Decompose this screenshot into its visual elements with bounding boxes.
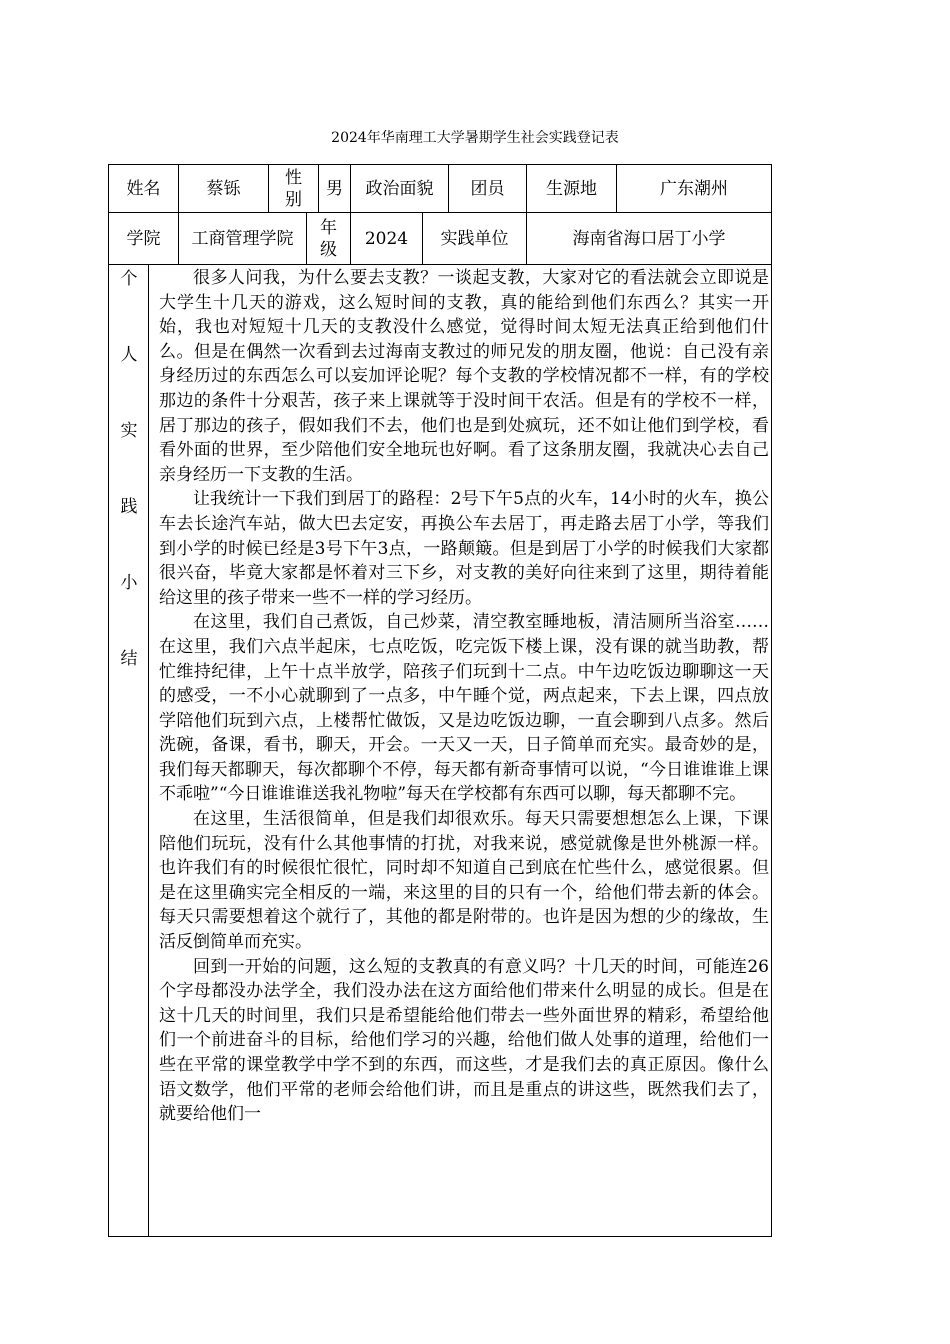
grade-value: 2024	[364, 228, 409, 249]
summary-paragraph: 在这里，生活很简单，但是我们却很欢乐。每天只需要想想怎么上课，下课陪他们玩玩，没有什么其他事情的打扰，对我来说，感觉就像是世外桃源一样。也许我们有的时候很忙很忙，同时却不知道自己到底在忙些什么，感觉很累。但是在这里确实完全相反的一端，来这里的目的只有一个，给他们带去新的体会。每天只需要想着这个就行了，其他的都是附带的。也许是因为想的少的缘故，生活反倒简单而充实。	[159, 809, 769, 953]
origin-value: 广东潮州	[660, 178, 728, 199]
personal-summary-label	[110, 266, 148, 722]
summary-label-char: 小	[120, 573, 138, 593]
summary-label-char: 实	[120, 421, 138, 441]
summary-label-char: 结	[120, 649, 138, 669]
college-value: 工商管理学院	[191, 228, 294, 249]
political-status-value: 团员	[470, 178, 505, 199]
name-value: 蔡铄	[206, 178, 241, 199]
summary-label-char: 人	[120, 345, 138, 365]
gender-value: 男	[326, 178, 343, 199]
practice-unit-value: 海南省海口居丁小学	[572, 228, 726, 249]
summary-paragraph: 让我统计一下我们到居丁的路程：2号下午5点的火车，14小时的火车，换公车去长途汽车站，做大巴去定安，再换公车去居丁，再走路去居丁小学，等我们到小学的时候已经是3号下午3点，一路颠簸。但是到居丁小学的时候我们大家都很兴奋，毕竟大家都是怀着对三下乡，对支教的美好向往来到了这里，期待着能给这里的孩子带来一些不一样的学习经历。	[159, 489, 769, 608]
college-label: 学院	[126, 228, 161, 249]
summary-paragraph: 在这里，我们自己煮饭，自己炒菜，清空教室睡地板，清洁厕所当浴室……在这里，我们六点半起床，七点吃饭，吃完饭下楼上课，没有课的就当助教，帮忙维持纪律，上午十点半放学，陪孩子们玩到十二点。中午边吃饭边聊聊这一天的感受，一不小心就聊到了一点多，中午睡个觉，两点起来，下去上课，四点放学陪他们玩到六点，上楼帮忙做饭，又是边吃饭边聊，一直会聊到八点多。然后洗碗，备课，看书，聊天，开会。一天又一天，日子简单而充实。最奇妙的是，我们每天都聊天，每次都聊个不停，每天都有新奇事情可以说，“今日谁谁谁上课不乖啦”“今日谁谁谁送我礼物啦”每天在学校都有东西可以聊，每天都聊不完。	[159, 612, 769, 805]
gender-label: 性别	[285, 167, 302, 210]
summary-label-char: 践	[120, 497, 138, 517]
name-label: 姓名	[126, 178, 161, 199]
origin-label: 生源地	[546, 178, 597, 199]
political-status-label: 政治面貌	[365, 178, 434, 199]
practice-unit-label: 实践单位	[440, 228, 509, 249]
summary-paragraph: 很多人问我，为什么要去支教？一谈起支教，大家对它的看法就会立即说是大学生十几天的游戏，这么短时间的支教，真的能给到他们东西么？其实一开始，我也对短短十几天的支教没什么感觉，觉得时间太短无法真正给到他们什么。但是在偶然一次看到去过海南支教过的师兄发的朋友圈，他说：自己没有亲身经历过的东西怎么可以妄加评论呢？每个支教的学校情况都不一样，有的学校那边的条件十分艰苦，孩子来上课就等于没时间干农活。但是有的学校不一样，居丁那边的孩子，假如我们不去，他们也是到处疯玩，还不如让他们到学校，看看外面的世界，至少陪他们安全地玩也好啊。看了这条朋友圈，我就决心去自己亲身经历一下支教的生活。	[159, 268, 769, 485]
form-title: 2024年华南理工大学暑期学生社会实践登记表	[331, 130, 619, 146]
summary-paragraph: 回到一开始的问题，这么短的支教真的有意义吗？十几天的时间，可能连26个字母都没办法学全，我们没办法在这方面给他们带来什么明显的成长。但是在这十几天的时间里，我们只是希望能给他们带去一些外面世界的精彩，希望给他们一个前进奋斗的目标，给他们学习的兴趣，给他们做人处事的道理，给他们一些在平常的课堂教学中学不到的东西，而这些，才是我们去的真正原因。像什么语文数学，他们平常的老师会给他们讲，而且是重点的讲这些，既然我们去了，就要给他们一	[159, 956, 769, 1125]
grade-label: 年级	[320, 217, 337, 260]
personal-summary-text	[159, 266, 769, 1238]
summary-label-char: 个	[120, 269, 138, 289]
